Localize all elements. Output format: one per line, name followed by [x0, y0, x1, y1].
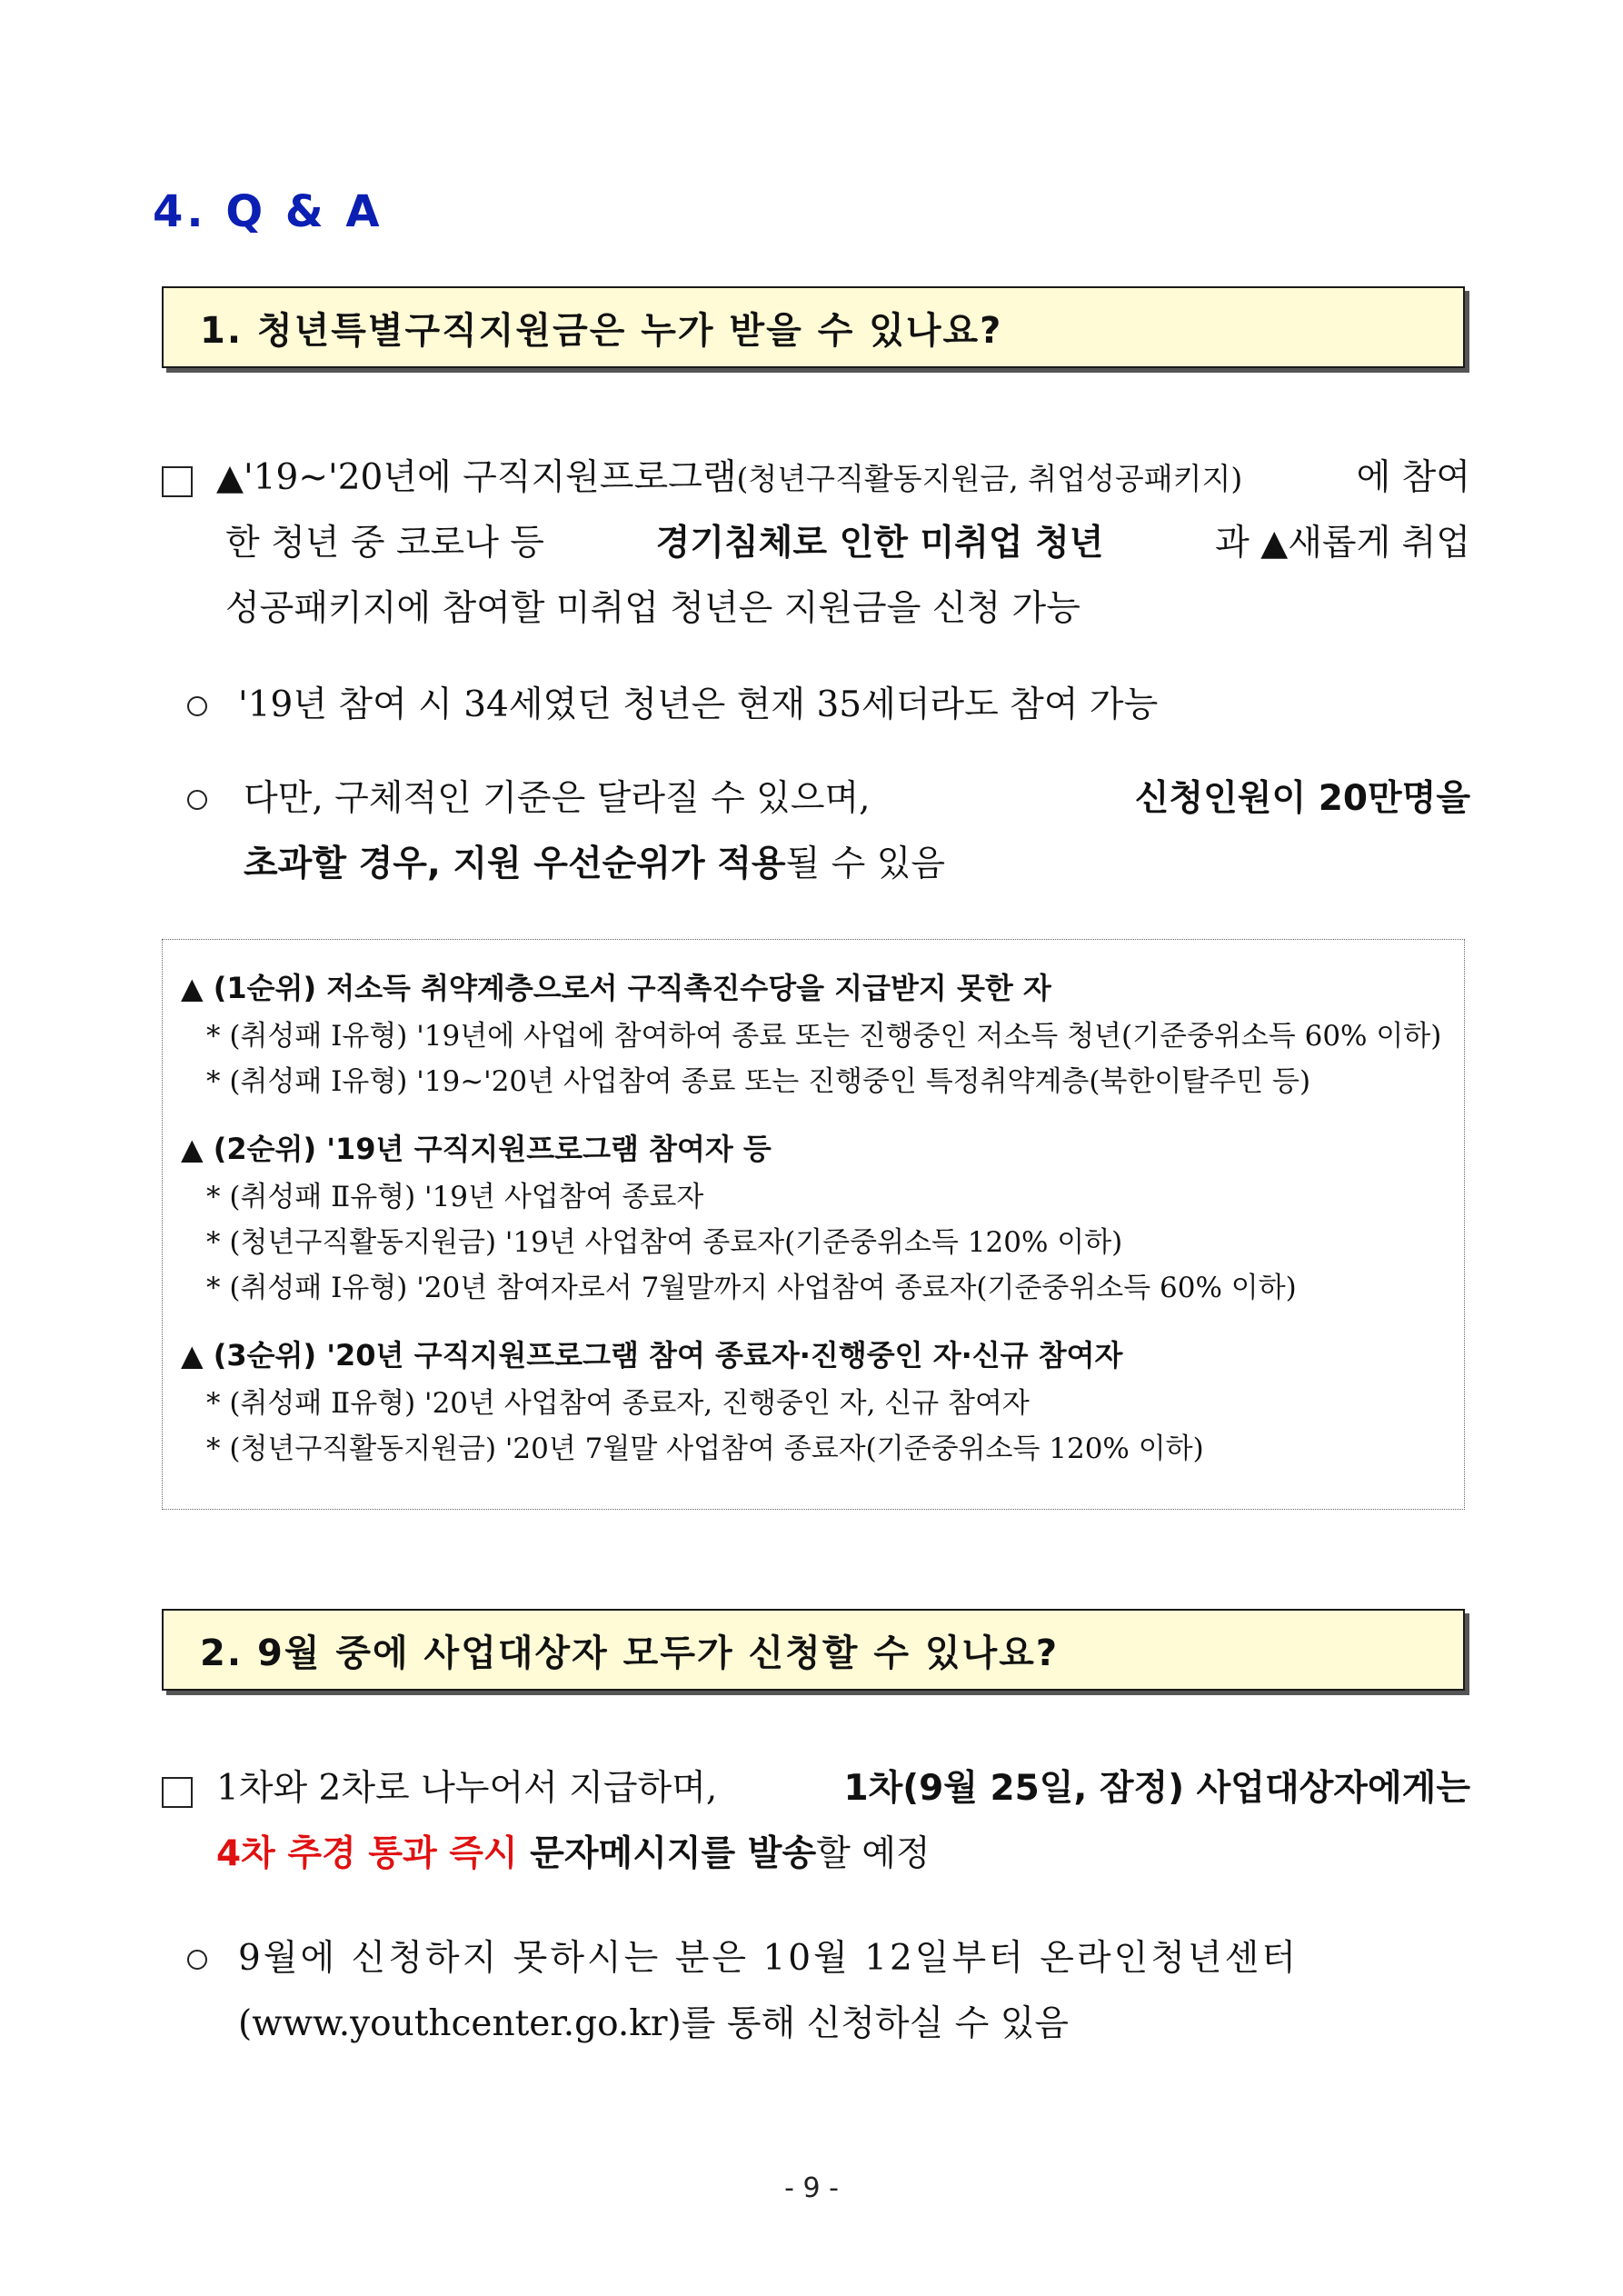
q1-sub2-bold: 초과할 경우, 지원 우선순위가 적용 [244, 844, 786, 884]
page-number: - 9 - [784, 2172, 839, 2204]
priority-1-heading: ▲ (1순위) 저소득 취약계층으로서 구직촉진수당을 지급받지 못한 자 [181, 971, 1051, 1005]
priority-3-item: * (청년구직활동지원금) '20년 7월말 사업참여 종료자(기준중위소득 120% 이하) [206, 1433, 1204, 1465]
priority-2-item: * (청년구직활동지원금) '19년 사업참여 종료자(기준중위소득 120% 이하) [206, 1226, 1123, 1259]
q2-sub1-text: 9월에 신청하지 못하시는 분은 10월 12일부터 온라인청년센터 [238, 1938, 1299, 1979]
circle-bullet-icon [187, 1950, 207, 1970]
question-1-box [162, 286, 1465, 368]
q1-text: 한 청년 중 코로나 등 [225, 523, 544, 564]
priority-3-heading: ▲ (3순위) '20년 구직지원프로그램 참여 종료자·진행중인 자·신규 참여자 [181, 1338, 1123, 1373]
priority-2-item: * (취성패 Ⅱ유형) '19년 사업참여 종료자 [206, 1181, 704, 1213]
checkbox-bullet-icon [162, 466, 193, 497]
priority-2-item: * (취성패 Ⅰ유형) '20년 참여자로서 7월말까지 사업참여 종료자(기준중위소득 60% 이하) [206, 1272, 1297, 1304]
q1-sub2-bold: 신청인원이 20만명을 [1134, 778, 1470, 819]
q1-sub2-text: 될 수 있음 [785, 844, 946, 884]
priority-3-item: * (취성패 Ⅱ유형) '20년 사업참여 종료자, 진행중인 자, 신규 참여자 [206, 1387, 1030, 1420]
circle-bullet-icon [187, 696, 207, 716]
q1-bold-text: 경기침체로 인한 미취업 청년 [655, 523, 1104, 564]
priority-1-item: * (취성패 Ⅰ유형) '19~'20년 사업참여 종료 또는 진행중인 특정취약계층(북한이탈주민 등) [206, 1065, 1311, 1098]
q2-bold-text: 문자메시지를 발송 [517, 1833, 817, 1874]
checkbox-bullet-icon [162, 1777, 193, 1808]
q2-sub1-text: (www.youthcenter.go.kr)를 통해 신청하실 수 있음 [238, 2003, 1070, 2044]
q1-sub1-text: '19년 참여 시 34세였던 청년은 현재 35세더라도 참여 가능 [238, 684, 1159, 725]
q1-text: ▲'19~'20년에 구직지원프로그램 [216, 457, 737, 498]
q1-text: 에 참여 [1356, 457, 1470, 498]
q2-text: 할 예정 [816, 1833, 931, 1874]
circle-bullet-icon [187, 790, 207, 810]
section-heading: 4. Q & A [153, 186, 383, 237]
priority-1-item: * (취성패 Ⅰ유형) '19년에 사업에 참여하여 종료 또는 진행중인 저소득 청년(기준중위소득 60% 이하) [206, 1020, 1442, 1053]
q1-text: 성공패키지에 참여할 미취업 청년은 지원금을 신청 가능 [225, 588, 1080, 629]
q1-text: 과 ▲새롭게 취업 [1215, 523, 1470, 564]
question-2-title: 2. 9월 중에 사업대상자 모두가 신청할 수 있나요? [200, 1632, 1060, 1674]
q2-red-text: 4차 추경 통과 즉시 [216, 1833, 518, 1874]
priority-box [162, 939, 1465, 1510]
q2-text: 1차와 2차로 나누어서 지급하며, [216, 1768, 718, 1809]
question-1-title: 1. 청년특별구직지원금은 누가 받을 수 있나요? [200, 309, 1003, 352]
priority-2-heading: ▲ (2순위) '19년 구직지원프로그램 참여자 등 [181, 1132, 772, 1166]
question-2-box [162, 1609, 1465, 1691]
q1-sub2-text: 다만, 구체적인 기준은 달라질 수 있으며, [244, 778, 871, 819]
q1-text-small: (청년구직활동지원금, 취업성공패키지) [736, 461, 1243, 496]
q2-bold-text: 1차(9월 25일, 잠정) 사업대상자에게는 [843, 1768, 1470, 1809]
